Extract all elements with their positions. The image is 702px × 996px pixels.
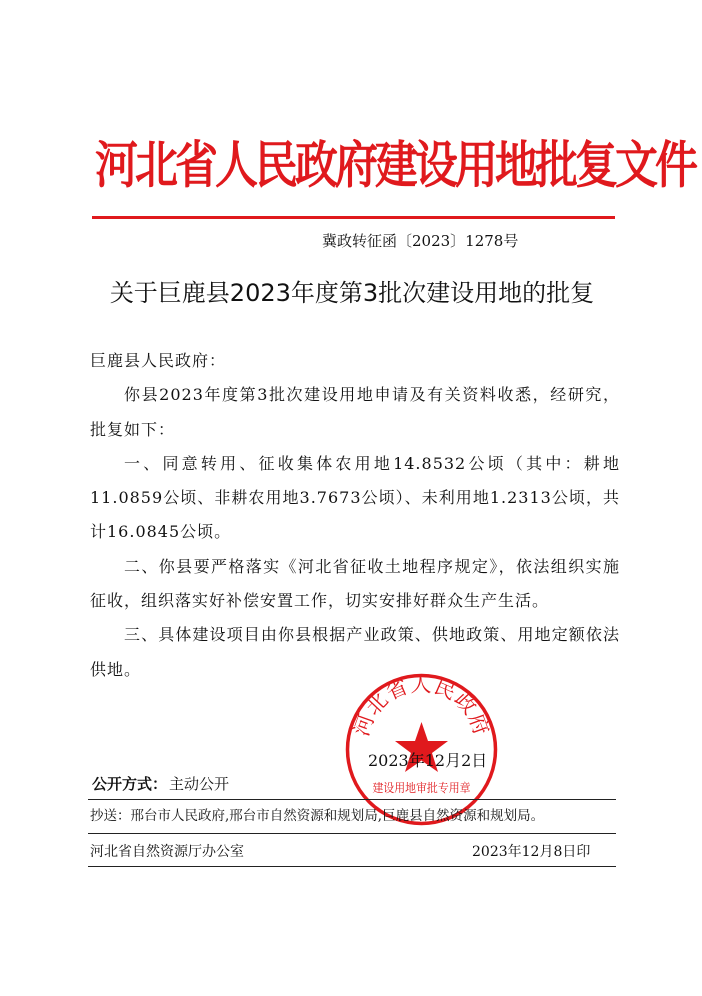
- disclosure-label: 公开方式：: [92, 775, 168, 793]
- document-body: [90, 344, 620, 687]
- body-paragraph: 一、同意转用、征收集体农用地14.8532公顷（其中：耕地11.0859公顷、非耕农用地3.7673公顷）、未利用地1.2313公顷，共计16.0845公顷。: [90, 453, 620, 542]
- divider-line: [88, 799, 616, 800]
- header-title: 河北省人民政府建设用地批复文件: [95, 136, 695, 196]
- body-paragraph: 二、你县要严格落实《河北省征收土地程序规定》，依法组织实施征收，组织落实好补偿安置工作，切实安排好群众生产生活。: [90, 556, 620, 611]
- print-date: 2023年12月8日印: [472, 844, 591, 860]
- divider-line: [88, 866, 616, 867]
- disclosure-method: [92, 772, 229, 796]
- body-paragraph: 三、具体建设项目由你县根据产业政策、供地政策、用地定额依法供地。: [90, 625, 620, 679]
- disclosure-value: 主动公开: [169, 775, 230, 793]
- cc-list: 抄送：邢台市人民政府,邢台市自然资源和规划局,巨鹿县自然资源和规划局。: [90, 808, 545, 824]
- document-number: 冀政转征函〔2023〕1278号: [322, 232, 519, 250]
- salutation: 巨鹿县人民政府：: [90, 351, 227, 370]
- svg-text:建设用地审批专用章: 建设用地审批专用章: [372, 781, 481, 795]
- svg-text:河北省人民政府: 河北省人民政府: [349, 672, 494, 740]
- document-title: 关于巨鹿县2023年度第3批次建设用地的批复: [109, 279, 595, 307]
- body-paragraph: 你县2023年度第3批次建设用地申请及有关资料收悉，经研究，批复如下：: [90, 385, 620, 439]
- signature-date: 2023年12月2日: [368, 751, 488, 770]
- divider-line: [88, 833, 616, 834]
- red-divider: [92, 216, 615, 219]
- issuing-office: 河北省自然资源厅办公室: [90, 844, 244, 860]
